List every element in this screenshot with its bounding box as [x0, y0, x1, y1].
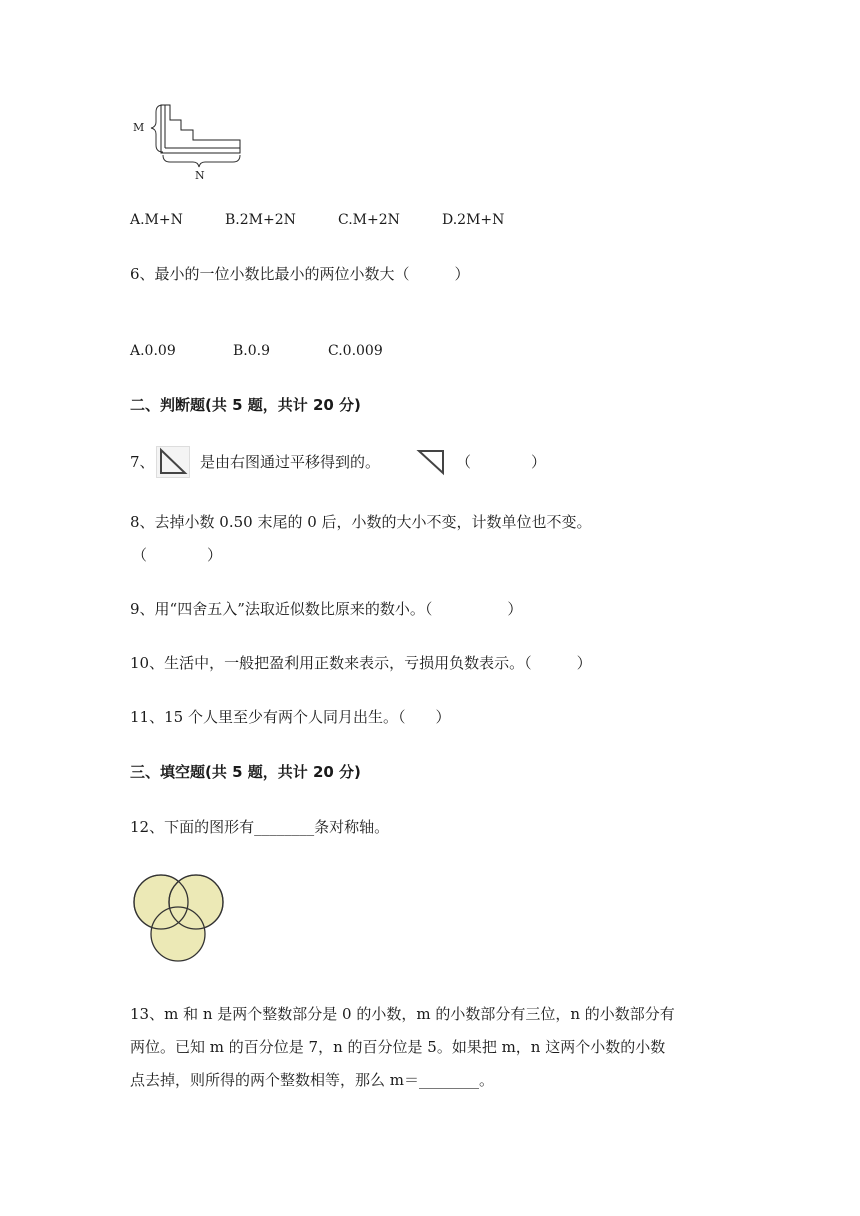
q13-line-2: 两位。已知 m 的百分位是 7，n 的百分位是 5。如果把 m，n 这两个小数的小数 [130, 1038, 666, 1056]
label-n: N [195, 169, 205, 182]
q12-text: 12、下面的图形有________条对称轴。 [130, 818, 390, 836]
q9-text: 9、用“四舍五入”法取近似数比原来的数小。（ ） [130, 600, 523, 618]
q10-text: 10、生活中，一般把盈利用正数来表示，亏损用负数表示。（ ） [130, 654, 592, 672]
q6-option-c: C.0.009 [328, 343, 383, 359]
q6-text: 6、最小的一位小数比最小的两位小数大（ ） [130, 265, 470, 283]
q11-text: 11、15 个人里至少有两个人同月出生。（ ） [130, 708, 451, 726]
q5-option-c: C.M+2N [338, 212, 400, 228]
q8-paren: （ ） [132, 546, 223, 564]
q5-option-d: D.2M+N [442, 212, 505, 228]
section-2-heading: 二、判断题(共 5 题，共计 20 分) [130, 396, 361, 414]
three-circles-figure [128, 866, 232, 970]
section-3-heading: 三、填空题(共 5 题，共计 20 分) [130, 763, 361, 781]
q13-line-1: 13、m 和 n 是两个整数部分是 0 的小数，m 的小数部分有三位，n 的小数部分有 [130, 1005, 675, 1023]
triangle-left-image [156, 446, 190, 478]
q5-option-b: B.2M+2N [225, 212, 296, 228]
q5-option-a: A.M+N [130, 212, 183, 228]
q7-prefix: 7、 [130, 453, 155, 471]
triangle-right-image [414, 446, 448, 478]
q8-text: 8、去掉小数 0.50 末尾的 0 后，小数的大小不变，计数单位也不变。 [130, 513, 592, 531]
staircase-figure [125, 100, 250, 182]
q6-option-a: A.0.09 [130, 343, 176, 359]
q7-paren: （ ） [456, 453, 547, 471]
label-m: M [133, 121, 145, 134]
q6-option-b: B.0.9 [233, 343, 271, 359]
q7-middle: 是由右图通过平移得到的。 [200, 453, 381, 471]
q13-line-3: 点去掉，则所得的两个整数相等，那么 m＝________。 [130, 1071, 494, 1089]
